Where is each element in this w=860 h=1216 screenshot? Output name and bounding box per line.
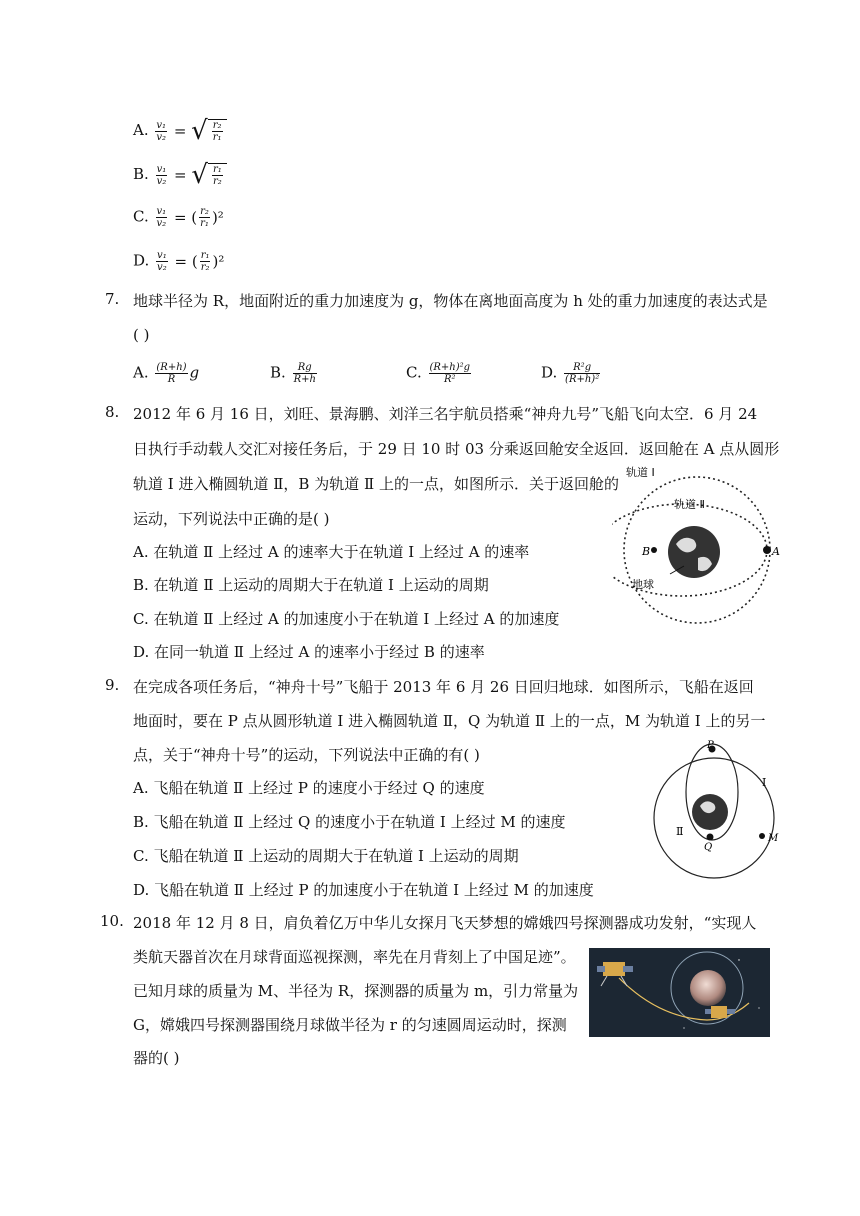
option-label: C. <box>133 207 149 226</box>
question-10-line-2: 类航天器首次在月球背面巡视探测，率先在月背刻上了中国足迹”。 <box>133 948 576 966</box>
lhs-fraction: $\frac{\text{v₁}}{\text{v₂}}$ <box>156 119 167 143</box>
q9-orbit-figure <box>650 740 790 890</box>
earth-label: 地球 <box>632 578 654 591</box>
q6-option-b[interactable]: B. $\frac{\text{v₁}}{\text{v₂}}$ = √ $\frac{\text{r₁}}{\text{r₂}}$ <box>133 160 227 190</box>
q8-option-d[interactable]: D. 在同一轨道 Ⅱ 上经过 A 的速率小于经过 B 的速率 <box>133 643 485 661</box>
point-m-dot <box>759 833 765 839</box>
q8-option-a[interactable]: A. 在轨道 Ⅱ 上经过 A 的速率大于在轨道 I 上经过 A 的速率 <box>133 543 530 561</box>
option-label: A. <box>133 121 149 139</box>
lhs-fraction: $\frac{\text{v₁}}{\text{v₂}}$ <box>157 250 167 273</box>
question-10-line-3: 已知月球的质量为 M、半径为 R，探测器的质量为 m，引力常量为 <box>133 982 579 1000</box>
q9-option-d[interactable]: D. 飞船在轨道 Ⅱ 上经过 P 的加速度小于在轨道 I 上经过 M 的加速度 <box>133 881 594 899</box>
sqrt-expression: √ $\frac{\text{r₁}}{\text{r₂}}$ <box>191 160 226 190</box>
q6-option-d[interactable]: D. $\frac{\text{v₁}}{\text{v₂}}$ = ( $\frac{\text{r₁}}{\text{r₂}}$ )² <box>133 250 225 273</box>
q7-option-d[interactable]: D. $\frac{\text{R²g}}{\text{(R+h)²}}$ <box>541 362 600 385</box>
q7-option-a[interactable]: A. $\frac{(R+h)}{R}$ g <box>133 362 200 385</box>
q6-option-a[interactable]: A. $\frac{\text{v₁}}{\text{v₂}}$ = √ $\frac{\text{r₂}}{\text{r₁}}$ <box>133 116 227 146</box>
q6-option-c[interactable]: C. $\frac{\text{v₁}}{\text{v₂}}$ = ( $\frac{\text{r₂}}{\text{r₁}}$ )² <box>133 206 224 229</box>
question-8-line-1: 2012 年 6 月 16 日，刘旺、景海鹏、刘洋三名宇航员搭乘“神舟九号”飞船飞向太空．6 月 24 <box>133 405 758 423</box>
question-10-number: 10. <box>100 912 124 930</box>
question-8-line-3: 轨道 I 进入椭圆轨道 Ⅱ，B 为轨道 Ⅱ 上的一点，如图所示．关于返回舱的 <box>133 475 619 493</box>
question-8-line-4: 运动，下列说法中正确的是( ) <box>133 510 330 528</box>
q10-chang-e-4-image <box>589 948 770 1037</box>
question-9-number: 9. <box>105 676 120 694</box>
lhs-fraction: $\frac{\text{v₁}}{\text{v₂}}$ <box>156 163 167 187</box>
point-q-label: Q <box>704 842 713 853</box>
question-8-line-2: 日执行手动载人交汇对接任务后，于 29 日 10 时 03 分乘返回舱安全返回．返回舱在 A 点从圆形 <box>133 440 780 458</box>
question-9-line-3: 点，关于“神舟十号”的运动，下列说法中正确的有( ) <box>133 746 480 764</box>
q7-d-fraction: $\frac{\text{R²g}}{\text{(R+h)²}}$ <box>565 362 600 385</box>
point-a-label: A <box>772 545 780 558</box>
orbit-2-label: Ⅱ <box>676 825 684 838</box>
orbit-1-label: 轨道 I <box>626 466 655 479</box>
q9-option-c[interactable]: C. 飞船在轨道 Ⅱ 上运动的周期大于在轨道 I 上运动的周期 <box>133 847 519 865</box>
question-10-line-1: 2018 年 12 月 8 日，肩负着亿万中华儿女探月飞天梦想的嫦娥四号探测器成功发射，“实现人 <box>133 914 757 932</box>
q7-b-fraction: $\frac{Rg}{R+h}$ <box>293 362 316 385</box>
orbit-1-label: I <box>762 776 767 789</box>
point-b-label: B <box>642 545 651 558</box>
option-label: D. <box>133 251 150 270</box>
q9-option-b[interactable]: B. 飞船在轨道 Ⅱ 上经过 Q 的速度小于在轨道 I 上经过 M 的速度 <box>133 813 566 831</box>
q7-option-c[interactable]: C. $\frac{\text{(R+h)²g}}{\text{R²}}$ <box>406 362 471 385</box>
question-7-stem: 地球半径为 R，地面附近的重力加速度为 g，物体在离地面高度为 h 处的重力加速度的表达式是 <box>133 292 768 310</box>
point-p-label: P <box>707 740 714 751</box>
lhs-fraction: $\frac{\text{v₁}}{\text{v₂}}$ <box>156 206 167 229</box>
question-7-blank: ( ) <box>133 326 150 344</box>
question-9-line-1: 在完成各项任务后，“神舟十号”飞船于 2013 年 6 月 26 日回归地球．如图所示，飞船在返回 <box>133 678 754 696</box>
q8-orbit-figure <box>612 462 782 630</box>
q9-option-a[interactable]: A. 飞船在轨道 Ⅱ 上经过 P 的速度小于经过 Q 的速度 <box>133 779 485 797</box>
question-10-line-4: G，嫦娥四号探测器围绕月球做半径为 r 的匀速圆周运动时，探测 <box>133 1016 567 1034</box>
question-10-line-5: 器的( ) <box>133 1049 180 1067</box>
orbit-2-label: 轨道 Ⅱ <box>674 498 705 511</box>
point-m-label: M <box>768 833 779 844</box>
question-8-number: 8. <box>105 403 120 421</box>
sqrt-expression: √ $\frac{\text{r₂}}{\text{r₁}}$ <box>191 116 226 146</box>
q8-option-b[interactable]: B. 在轨道 Ⅱ 上运动的周期大于在轨道 I 上运动的周期 <box>133 576 489 594</box>
q7-c-fraction: $\frac{\text{(R+h)²g}}{\text{R²}}$ <box>429 362 471 385</box>
question-9-line-2: 地面时，要在 P 点从圆形轨道 I 进入椭圆轨道 Ⅱ，Q 为轨道 Ⅱ 上的一点，M 为轨道 I 上的另一 <box>133 712 766 730</box>
q7-a-fraction: $\frac{(R+h)}{R}$ <box>156 362 187 385</box>
q8-option-c[interactable]: C. 在轨道 Ⅱ 上经过 A 的加速度小于在轨道 I 上经过 A 的加速度 <box>133 610 560 628</box>
point-q-dot <box>707 834 714 841</box>
option-label: B. <box>133 165 149 183</box>
point-b-dot <box>651 547 657 553</box>
q7-option-b[interactable]: B. $\frac{Rg}{R+h}$ <box>270 362 316 385</box>
question-7-number: 7. <box>105 290 120 308</box>
moon-globe <box>690 970 726 1006</box>
point-a-dot <box>763 546 771 554</box>
